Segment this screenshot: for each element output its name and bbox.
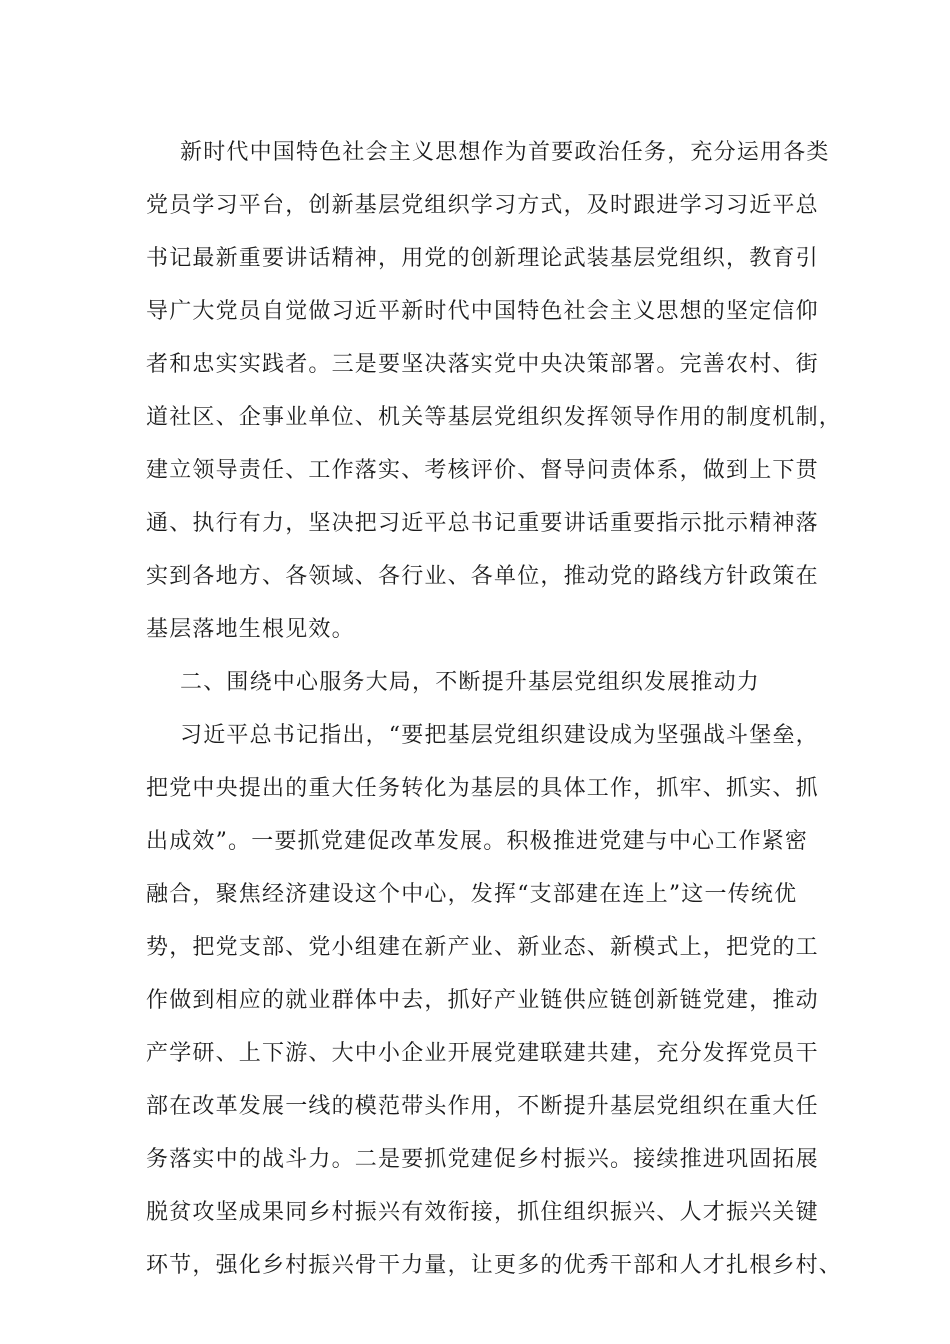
paragraph-line-12: 习近平总书记指出，“要把基层党组织建设成为坚强战斗堡垒， <box>180 723 819 748</box>
paragraph-line-17: 作做到相应的就业群体中去，抓好产业链供应链创新链党建，推动 <box>146 988 819 1013</box>
document-body <box>146 126 843 1292</box>
paragraph-line-15: 融合，聚焦经济建设这个中心，发挥“支部建在连上”这一传统优 <box>146 882 798 907</box>
paragraph-line-21: 脱贫攻坚成果同乡村振兴有效衔接，抓住组织振兴、人才振兴关键 <box>146 1200 819 1225</box>
paragraph-line-20: 务落实中的战斗力。二是要抓党建促乡村振兴。接续推进巩固拓展 <box>146 1147 819 1172</box>
paragraph-line-13: 把党中央提出的重大任务转化为基层的具体工作，抓牢、抓实、抓 <box>146 776 819 801</box>
section-heading: 二、围绕中心服务大局，不断提升基层党组织发展推动力 <box>180 670 761 695</box>
paragraph-line-19: 部在改革发展一线的模范带头作用，不断提升基层党组织在重大任 <box>146 1094 819 1119</box>
paragraph-line-3: 书记最新重要讲话精神，用党的创新理论武装基层党组织，教育引 <box>146 246 819 271</box>
paragraph-line-9: 实到各地方、各领域、各行业、各单位，推动党的路线方针政策在 <box>146 564 819 589</box>
paragraph-line-8: 通、执行有力，坚决把习近平总书记重要讲话重要指示批示精神落 <box>146 511 819 536</box>
paragraph-line-2: 党员学习平台，创新基层党组织学习方式，及时跟进学习习近平总 <box>146 193 819 218</box>
paragraph-line-7: 建立领导责任、工作落实、考核评价、督导问责体系，做到上下贯 <box>146 458 819 483</box>
paragraph-line-5: 者和忠实实践者。三是要坚决落实党中央决策部署。完善农村、街 <box>146 352 819 377</box>
paragraph-line-10: 基层落地生根见效。 <box>146 617 355 642</box>
paragraph-line-1: 新时代中国特色社会主义思想作为首要政治任务，充分运用各类 <box>180 140 830 165</box>
paragraph-line-22: 环节，强化乡村振兴骨干力量，让更多的优秀干部和人才扎根乡村、 <box>146 1253 843 1278</box>
paragraph-line-14: 出成效”。一要抓党建促改革发展。积极推进党建与中心工作紧密 <box>146 829 809 854</box>
paragraph-line-4: 导广大党员自觉做习近平新时代中国特色社会主义思想的坚定信仰 <box>146 299 819 324</box>
paragraph-line-16: 势，把党支部、党小组建在新产业、新业态、新模式上，把党的工 <box>146 935 819 960</box>
paragraph-line-18: 产学研、上下游、大中小企业开展党建联建共建，充分发挥党员干 <box>146 1041 819 1066</box>
paragraph-line-6: 道社区、企事业单位、机关等基层党组织发挥领导作用的制度机制， <box>146 405 843 430</box>
